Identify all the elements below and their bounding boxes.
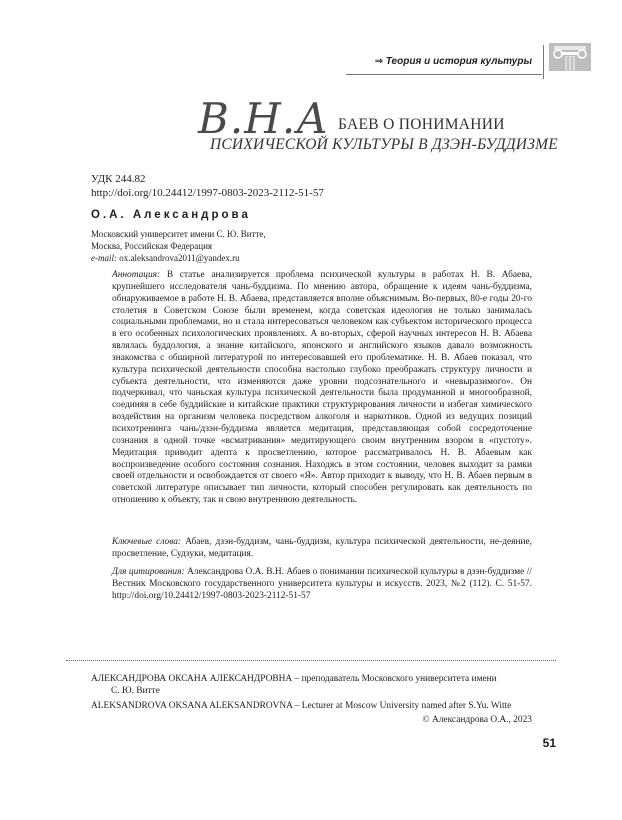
section-title: Теория и история культуры — [385, 56, 532, 67]
keywords-label: Ключевые слова: — [112, 537, 182, 547]
author-info-ru-line-1: АЛЕКСАНДРОВА ОКСАНА АЛЕКСАНДРОВНА – преподаватель Московского университета имени — [91, 674, 497, 684]
citation-label: Для цитирования: — [112, 567, 185, 577]
title-initials: В.Н.А — [198, 94, 329, 143]
citation-text: Александрова О.А. В.Н. Абаев о понимании психической культуры в дзэн-буддизме // Вестник Московского государственного университета культуры и искусств. 2023, №2 (112). С. 51-57. http://doi.org/10.24412/1997-0803-2023-2112-51-57 — [112, 567, 532, 601]
author-info-ru — [91, 673, 551, 697]
affiliation-org: Московский университет имени С. Ю. Витте, — [91, 229, 266, 239]
email-label: e-mail: — [91, 253, 117, 263]
title-line-2: ПСИХИЧЕСКОЙ КУЛЬТУРЫ В ДЗЭН-БУДДИЗМЕ — [210, 136, 558, 153]
keywords — [112, 536, 532, 560]
citation — [112, 566, 532, 602]
email-link[interactable]: ox.aleksandrova2011@yandex.ru — [119, 253, 240, 263]
arrow-icon: ⇒ — [374, 56, 383, 67]
author-info-en: ALEKSANDROVA OKSANA ALEKSANDROVNA – Lecturer at Moscow University named after S.Yu. Witte — [91, 701, 512, 711]
column-capital-icon — [548, 42, 592, 72]
running-header — [346, 56, 532, 67]
article-title — [198, 94, 558, 170]
author-name: О.А. Александрова — [91, 209, 251, 221]
affiliation — [91, 228, 266, 264]
abstract — [112, 270, 532, 507]
copyright: © Александрова О.А., 2023 — [422, 715, 532, 725]
udk-code: УДК 244.82 — [91, 173, 146, 185]
affiliation-city: Москва, Российская Федерация — [91, 241, 213, 251]
author-info-ru-line-2: С. Ю. Витте — [111, 686, 160, 696]
title-line-1: БАЕВ О ПОНИМАНИИ — [338, 116, 505, 133]
footnote-separator — [66, 660, 556, 661]
abstract-label: Аннотация: — [112, 270, 161, 280]
doi-link[interactable]: http://doi.org/10.24412/1997-0803-2023-2112-51-57 — [91, 187, 324, 199]
abstract-text: В статье анализируется проблема психической культуры в работах Н. В. Абаева, крупнейшего исследователя чань-буддизма. По мнению автора, обращение к идеям чань-буддизма, обнаруживаемое в работе Н. В. Абаева, представляется вполне объяснимым. Во-первых, 80-е годы 20-го столетия в Советском Союзе были временем, когда советская идеология не только занималась социальными проблемами, но и стала интересоваться человеком как субъектом исторического процесса в его особенных психологических проявлениях. А во-вторых, сферой научных интересов Н. В. Абаева являлась буддология, а знание китайского, японского и английского языков давало возможность знакомства с обширной литературой по интересовавшей его проблематике. Н. В. Абаев показал, что культура психической деятельности способна настолько глубоко преображать структуру личности и субъекта деятельности, что изменяются даже уровни подсознательного и «невыразимого». Он подчеркивал, что чаньская культура психической деятельности была продуманной и многообразной, соединяя в себе буддийские и китайские практики структурирования личности и избегая химического воздействия на организм человека посредством алкоголя и наркотиков. Одной из ведущих позиций психотренинга чань/дзэн-буддизма является медитация, представляющая собой сосредоточение сознания в одной точке «всматривания» медитирующего своим внутренним взором в «пустоту». Медитация приводит адепта к просветлению, которое рассматривалось Н. В. Абаевым как воспроизведение особого состояния сознания. Находясь в этом состоянии, человек выходит за рамки своей отдельности и освобождается от своего «Я». Автор приходит к выводу, что Н. В. Абаев первым в советской литературе описывает тип личности, который способен регулировать как деятельность по отношению к объекту, так и свою внутреннюю деятельность. — [112, 270, 532, 506]
header-rule — [346, 74, 542, 75]
header-divider — [543, 45, 544, 79]
keywords-text: Абаев, дзэн-буддизм, чань-буддизм, культура психической деятельности, не-деяние, просветление, Судзуки, медитация. — [112, 537, 532, 559]
udk-block — [91, 172, 324, 200]
page-number: 51 — [542, 736, 556, 750]
